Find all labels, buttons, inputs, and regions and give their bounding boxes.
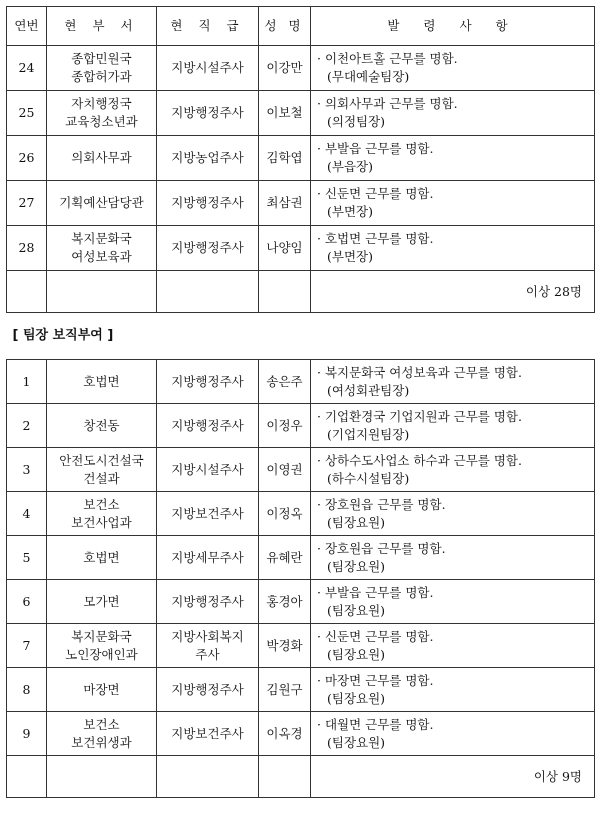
table-row [7, 668, 595, 712]
order-position: (의정팀장) [327, 114, 386, 129]
department-line: 여성보육과 [71, 249, 132, 264]
table-row [7, 46, 595, 91]
cell-no: 25 [7, 91, 47, 136]
empty-cell [259, 756, 311, 798]
order-position: (팀장요원) [327, 646, 386, 662]
empty-cell [259, 271, 311, 313]
table-row [7, 492, 595, 536]
order-position: (무대예술팀장) [327, 69, 410, 84]
order-position: (팀장요원) [327, 690, 386, 706]
cell-department [47, 136, 157, 181]
table-row [7, 580, 595, 624]
order-text: · 부발읍 근무를 명함. [317, 584, 434, 600]
rank-line: 지방시설주사 [171, 60, 244, 75]
cell-order [311, 91, 595, 136]
department-line: 종합허가과 [71, 69, 132, 84]
table-row [7, 712, 595, 756]
department-line: 마장면 [83, 681, 120, 697]
cell-department [47, 536, 157, 580]
cell-order [311, 181, 595, 226]
cell-order [311, 668, 595, 712]
empty-cell [7, 756, 47, 798]
cell-no: 26 [7, 136, 47, 181]
rank-line: 지방행정주사 [171, 240, 244, 255]
rank-line: 지방행정주사 [171, 417, 244, 433]
cell-name: 이옥경 [259, 712, 311, 756]
total-row [7, 756, 595, 798]
department-line: 보건사업과 [71, 514, 132, 530]
cell-department [47, 226, 157, 271]
rank-line: 지방농업주사 [171, 150, 244, 165]
cell-no: 7 [7, 624, 47, 668]
cell-name: 김원구 [259, 668, 311, 712]
cell-name: 홍경아 [259, 580, 311, 624]
rank-line: 지방시설주사 [171, 461, 244, 477]
cell-rank [157, 580, 259, 624]
cell-order [311, 360, 595, 404]
order-text: · 부발읍 근무를 명함. [317, 141, 434, 156]
section-title: [ 팀장 보직부여 ] [7, 313, 595, 360]
cell-rank [157, 360, 259, 404]
cell-name: 이정옥 [259, 492, 311, 536]
cell-no: 3 [7, 448, 47, 492]
department-line: 건설과 [83, 470, 120, 486]
order-text: · 의회사무과 근무를 명함. [317, 96, 458, 111]
cell-name: 유혜란 [259, 536, 311, 580]
cell-order [311, 404, 595, 448]
cell-name: 김학엽 [259, 136, 311, 181]
cell-name: 최삼권 [259, 181, 311, 226]
cell-rank [157, 536, 259, 580]
cell-rank [157, 624, 259, 668]
rank-line: 지방행정주사 [171, 105, 244, 120]
department-line: 보건소 [83, 496, 120, 512]
cell-rank [157, 712, 259, 756]
order-text: · 호법면 근무를 명함. [317, 231, 434, 246]
department-line: 자치행정국 [71, 96, 132, 111]
cell-name: 이강만 [259, 46, 311, 91]
department-line: 복지문화국 [71, 231, 132, 246]
rank-line: 지방사회복지 [171, 628, 244, 644]
cell-no: 2 [7, 404, 47, 448]
header-no: 연번 [7, 7, 47, 46]
department-line: 안전도시건설국 [59, 452, 144, 468]
order-position: (부면장) [327, 249, 373, 264]
cell-rank [157, 448, 259, 492]
cell-no: 24 [7, 46, 47, 91]
cell-order [311, 226, 595, 271]
order-text: · 장호원읍 근무를 명함. [317, 496, 446, 512]
personnel-order-table [6, 6, 595, 798]
order-text: · 이천아트홀 근무를 명함. [317, 51, 458, 66]
cell-department [47, 181, 157, 226]
cell-name: 박경화 [259, 624, 311, 668]
department-line: 교육청소년과 [65, 114, 138, 129]
cell-order [311, 448, 595, 492]
order-position: (팀장요원) [327, 602, 386, 618]
cell-rank [157, 136, 259, 181]
rank-line: 지방행정주사 [171, 373, 244, 389]
cell-department [47, 91, 157, 136]
cell-no: 6 [7, 580, 47, 624]
department-line: 기획예산담당관 [59, 195, 144, 210]
cell-no: 1 [7, 360, 47, 404]
department-line: 종합민원국 [71, 51, 132, 66]
table-row [7, 404, 595, 448]
cell-rank [157, 226, 259, 271]
header-name: 성 명 [259, 7, 311, 46]
cell-department [47, 580, 157, 624]
rank-line: 지방행정주사 [171, 593, 244, 609]
table-row [7, 226, 595, 271]
table-row [7, 536, 595, 580]
cell-rank [157, 492, 259, 536]
department-line: 호법면 [83, 373, 120, 389]
cell-department [47, 624, 157, 668]
rank-line: 지방세무주사 [171, 549, 244, 565]
cell-department [47, 448, 157, 492]
rank-line: 지방보건주사 [171, 725, 244, 741]
cell-name: 나양임 [259, 226, 311, 271]
cell-department [47, 46, 157, 91]
cell-rank [157, 46, 259, 91]
empty-cell [7, 271, 47, 313]
department-line: 노인장애인과 [65, 646, 138, 662]
department-line: 복지문화국 [71, 628, 132, 644]
cell-rank [157, 181, 259, 226]
cell-order [311, 536, 595, 580]
cell-order [311, 712, 595, 756]
cell-name: 이보철 [259, 91, 311, 136]
cell-order [311, 136, 595, 181]
header-rank: 현 직 급 [157, 7, 259, 46]
cell-order [311, 580, 595, 624]
order-text: · 신둔면 근무를 명함. [317, 628, 434, 644]
order-text: · 기업환경국 기업지원과 근무를 명함. [317, 408, 522, 424]
empty-cell [157, 271, 259, 313]
empty-cell [47, 271, 157, 313]
order-position: (부읍장) [327, 159, 373, 174]
cell-department [47, 712, 157, 756]
order-text: · 상하수도사업소 하수과 근무를 명함. [317, 452, 522, 468]
order-position: (기업지원팀장) [327, 426, 410, 442]
cell-no: 27 [7, 181, 47, 226]
order-text: · 대월면 근무를 명함. [317, 716, 434, 732]
table-row [7, 136, 595, 181]
department-line: 호법면 [83, 549, 120, 565]
table-row [7, 360, 595, 404]
order-position: (하수시설팀장) [327, 470, 410, 486]
total-count: 이상 9명 [311, 756, 595, 798]
header-department: 현 부 서 [47, 7, 157, 46]
cell-no: 4 [7, 492, 47, 536]
cell-department [47, 404, 157, 448]
header-order: 발 령 사 항 [311, 7, 595, 46]
rank-line: 지방행정주사 [171, 681, 244, 697]
cell-no: 9 [7, 712, 47, 756]
cell-order [311, 46, 595, 91]
total-count: 이상 28명 [311, 271, 595, 313]
cell-order [311, 492, 595, 536]
order-text: · 신둔면 근무를 명함. [317, 186, 434, 201]
department-line: 보건위생과 [71, 734, 132, 750]
order-text: · 마장면 근무를 명함. [317, 672, 434, 688]
table-row [7, 448, 595, 492]
cell-name: 송은주 [259, 360, 311, 404]
cell-no: 8 [7, 668, 47, 712]
department-line: 의회사무과 [71, 150, 132, 165]
rank-line: 지방보건주사 [171, 505, 244, 521]
order-position: (여성회관팀장) [327, 382, 410, 398]
personnel-order-sheet [6, 6, 594, 798]
order-text: · 복지문화국 여성보육과 근무를 명함. [317, 364, 522, 380]
cell-rank [157, 668, 259, 712]
department-line: 보건소 [83, 716, 120, 732]
cell-department [47, 668, 157, 712]
order-position: (팀장요원) [327, 734, 386, 750]
order-text: · 장호원읍 근무를 명함. [317, 540, 446, 556]
cell-no: 28 [7, 226, 47, 271]
table-row [7, 91, 595, 136]
order-position: (팀장요원) [327, 558, 386, 574]
rank-line: 주사 [195, 646, 220, 662]
cell-department [47, 360, 157, 404]
department-line: 창전동 [83, 417, 120, 433]
rank-line: 지방행정주사 [171, 195, 244, 210]
department-line: 모가면 [83, 593, 120, 609]
section-title-row [7, 313, 595, 360]
cell-name: 이정우 [259, 404, 311, 448]
order-position: (부면장) [327, 204, 373, 219]
empty-cell [157, 756, 259, 798]
empty-cell [47, 756, 157, 798]
cell-name: 이영권 [259, 448, 311, 492]
total-row [7, 271, 595, 313]
table-row [7, 181, 595, 226]
order-position: (팀장요원) [327, 514, 386, 530]
cell-no: 5 [7, 536, 47, 580]
cell-order [311, 624, 595, 668]
table-row [7, 624, 595, 668]
table-header-row [7, 7, 595, 46]
cell-department [47, 492, 157, 536]
cell-rank [157, 404, 259, 448]
cell-rank [157, 91, 259, 136]
